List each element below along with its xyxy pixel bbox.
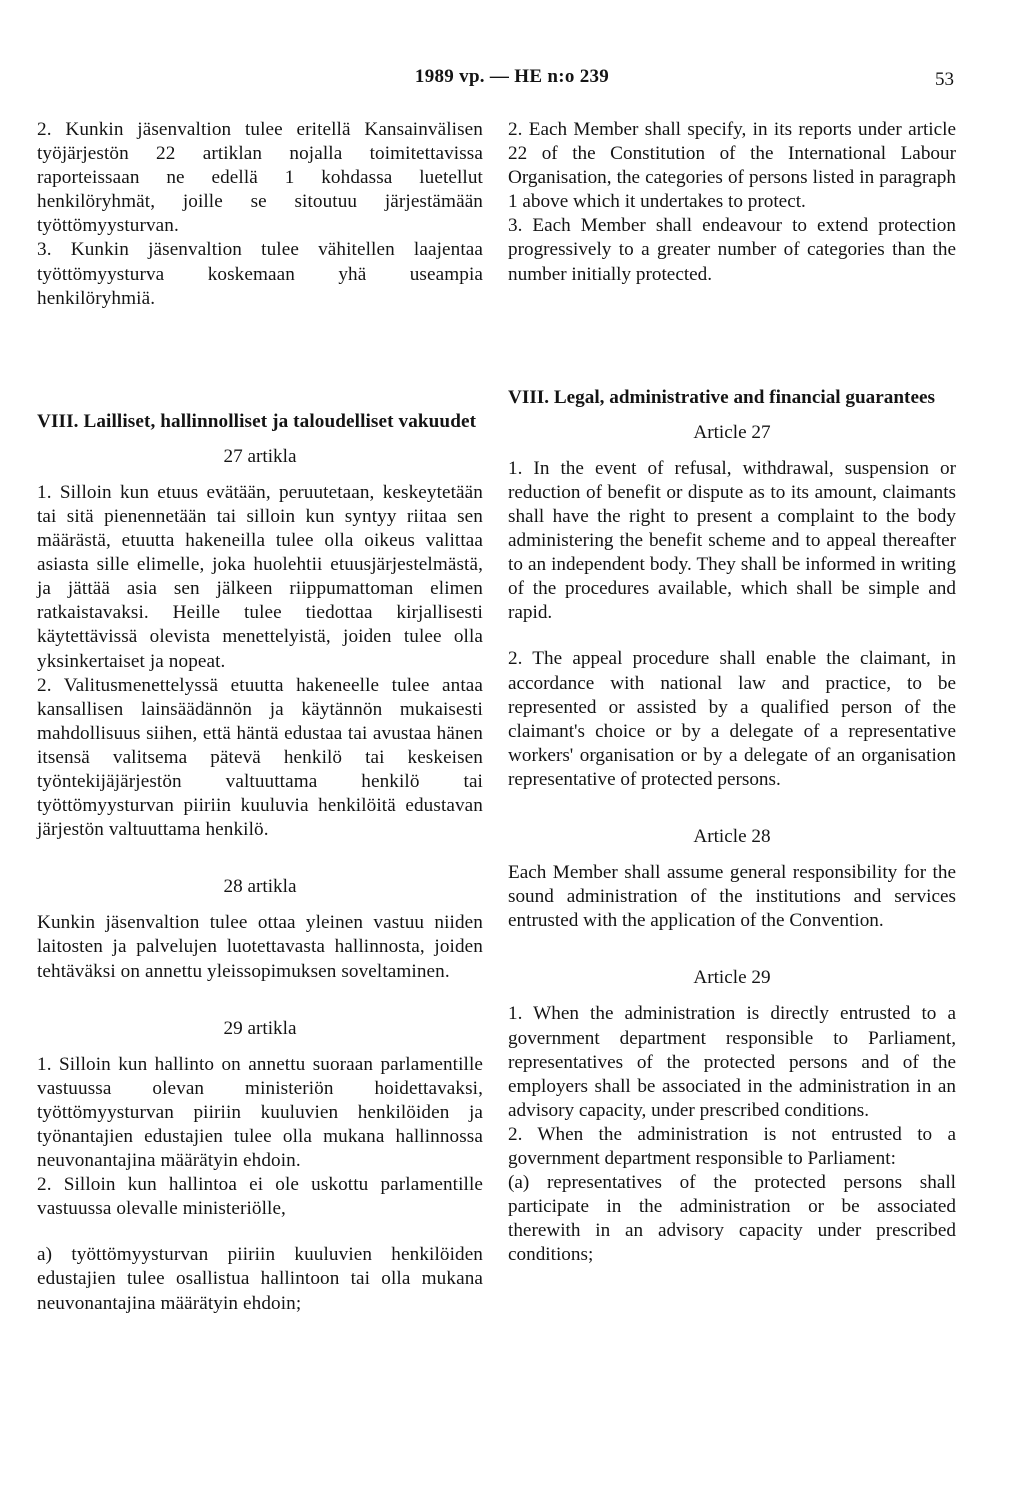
english-column (508, 118, 956, 1267)
en-article-29-paragraph-2: 2. When the administration is not entrusted to a government department responsible to Parliament: (508, 1123, 956, 1169)
finnish-column (37, 118, 483, 1316)
fi-article-27-paragraph-2: 2. Valitusmenettelyssä etuutta hakeneelle tulee antaa kansallisen lainsäädännön ja käytännön mukaisesti mahdollisuus siihen, että häntä edustaa tai avustaa hänen itsensä valitsema pätevä henkilö tai keskeisen työntekijäjärjestön valtuuttama henkilö tai työttömyysturvan piiriin kuuluvia henkilöitä edustavan järjestön valtuuttama henkilö. (37, 674, 483, 841)
en-article-27-paragraph-2: 2. The appeal procedure shall enable the claimant, in accordance with national law and practice, to be represented or assisted by a qualified person of the claimant's choice or by a delegate of a representative workers' organisation or by a delegate of an organisation representative of protected persons. (508, 648, 956, 790)
running-title: 1989 vp. — HE n:o 239 (414, 66, 610, 87)
en-article-29-title: Article 29 (693, 967, 771, 989)
fi-article-29-paragraph-2: 2. Silloin kun hallintoa ei ole uskottu parlamentille vastuussa olevalle ministeriölle, (37, 1174, 483, 1220)
fi-article-28-title: 28 artikla (223, 876, 297, 898)
en-article-27-paragraph-1: 1. In the event of refusal, withdrawal, suspension or reduction of benefit or dispute as to its amount, claimants shall have the right to present a complaint to the body administering the benefit scheme and to appeal thereafter to an independent body. They shall be informed in writing of the procedures available, which shall be simple and rapid. (508, 457, 956, 624)
fi-article-29-paragraph-1: 1. Silloin kun hallinto on annettu suoraan parlamentille vastuussa olevan ministeriön hoidettavaksi, työttömyysturvan piiriin kuuluvien henkilöiden ja työnantajien edustajien tulee olla mukana hallinnossa neuvonantajina määrätyin ehdoin. (37, 1053, 483, 1172)
fi-section-heading: VIII. Lailliset, hallinnolliset ja taloudelliset vakuudet (37, 410, 477, 432)
fi-article-29-item-a: a) työttömyysturvan piiriin kuuluvien henkilöiden edustajien tulee osallistua hallintoon tai olla mukana neuvonantajina määrätyin ehdoin; (37, 1244, 483, 1314)
fi-article-29-title: 29 artikla (223, 1017, 297, 1039)
en-article-28-paragraph: Each Member shall assume general responsibility for the sound administration of the institutions and services entrusted with the application of the Convention. (508, 862, 956, 932)
fi-article-28-paragraph: Kunkin jäsenvaltion tulee ottaa yleinen vastuu niiden laitosten ja palvelujen luotettavasta hallinnosta, joiden tehtäväksi on annettu yleissopimuksen soveltaminen. (37, 912, 483, 982)
en-paragraph-2: 2. Each Member shall specify, in its reports under article 22 of the Constitution of the International Labour Organisation, the categories of persons listed in paragraph 1 above which it undertakes to protect. (508, 119, 956, 213)
page-header (0, 66, 1024, 96)
en-article-28-title: Article 28 (693, 825, 771, 847)
en-article-29-paragraph-1: 1. When the administration is directly entrusted to a government department responsible to Parliament, representatives of the protected persons and of the employers shall be associated in the administration in an advisory capacity, under prescribed conditions. (508, 1003, 956, 1121)
en-section-heading: VIII. Legal, administrative and financial guarantees (508, 386, 935, 408)
fi-paragraph-3: 3. Kunkin jäsenvaltion tulee vähitellen laajentaa työttömyysturva koskemaan yhä useampia henkilöryhmiä. (37, 239, 483, 309)
fi-article-27-title: 27 artikla (223, 445, 297, 467)
en-article-29-item-a: (a) representatives of the protected persons shall participate in the administration or be associated therewith in an advisory capacity under prescribed conditions; (508, 1172, 956, 1266)
en-article-27-title: Article 27 (693, 421, 771, 443)
fi-paragraph-2: 2. Kunkin jäsenvaltion tulee eritellä Kansainvälisen työjärjestön 22 artiklan nojalla toimitettavissa raporteissaan ne edellä 1 kohdassa luetellut henkilöryhmät, joille se sitoutuu järjestämään työttömyysturvan. (37, 119, 483, 237)
fi-article-27-paragraph-1: 1. Silloin kun etuus evätään, peruutetaan, keskeytetään tai sitä pienennetään tai silloin kun syntyy riitaa sen määrästä, etuutta hakeneilla tulee olla oikeus valittaa asiasta sille elimelle, joka huolehtii etuusjärjestelmästä, ja jättää asia sen jälkeen riippumattoman elimen ratkaistavaksi. Heille tulee tiedottaa kirjallisesti käytettävissä olevista menettelyistä, joiden tulee olla yksinkertaiset ja nopeat. (37, 481, 483, 672)
page-number: 53 (935, 69, 954, 90)
en-paragraph-3: 3. Each Member shall endeavour to extend protection progressively to a greater number of categories than the number initially protected. (508, 215, 956, 285)
